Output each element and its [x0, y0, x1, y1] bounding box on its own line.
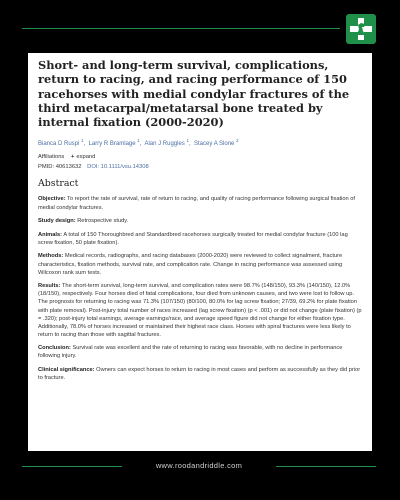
abstract-methods: Methods: Medical records, radiographs, and racing databases (2000-2020) were reviewed to collect signalment, fracture characteristics, fixation methods, survival rate, and complication rate. Change in racing performance was assessed using Wilcoxon rank sum tests. [38, 253, 343, 276]
author-link[interactable]: Stacey A Slone $^2$ [194, 138, 239, 148]
abstract-study-design: Study design: Retrospective study. [38, 218, 129, 225]
top-divider [22, 28, 340, 29]
horse-cross-logo-icon [346, 14, 376, 44]
identifiers-row [38, 163, 362, 171]
abstract-conclusion: Conclusion: Survival rate was excellent and the rate of returning to racing was favorable, with no decline in performance following injury. [38, 345, 343, 360]
expand-affiliations-button[interactable] [66, 154, 95, 160]
plus-icon: + [70, 154, 75, 161]
article-card [28, 53, 372, 451]
affiliations-row [38, 153, 362, 161]
author-link[interactable]: Bianca D Ruspi $^1$ [38, 138, 84, 148]
author-link[interactable]: Alan J Ruggles $^1$ [144, 138, 189, 148]
author-list: Bianca D Ruspi $^1$, Larry R Bramlage $^1$, Alan J Ruggles $^1$, Stacey A Slone $^2$ [38, 138, 239, 148]
abstract-results: Results: The short-term survival, long-term survival, and complication rates were 98.7% (148/150), 93.3% (140/150), 12.0% (18/150), respectively. Four horses died of fatal complications, four died from unknown causes, and two were lost to follow up. The prognosis for returning to racing was 71.3% (107/150) (80/100, 80.0% for lag screw fixation; 27/39, 69.2% for plate fixation with plate removal). Post-injury total number of races increased (lag screw fixation) (p < .001) or did not change (plate fixation) (p = .320); post-injury total earnings, average earnings/race, and average speed figure did not change for either fixation type. Additionally, 78.0% of horses increased or maintained their highest race class. Horses with spiral fractures were less likely to return to racing than those with sagittal fractures. [38, 283, 362, 338]
abstract-animals: Animals: A total of 150 Thoroughbred and Standardbred racehorses surgically treated for medial condylar fracture (100 lag screw fixation, 50 plate fixation). [38, 231, 348, 246]
affiliations-label: Affiliations [38, 154, 65, 161]
abstract-objective: Objective: To report the rate of survival, rate of return to racing, and quality of racing performance following surgical fixation of medial condylar fractures. [38, 196, 355, 211]
expand-label: expand [76, 154, 96, 161]
footer-divider-right [276, 466, 376, 467]
abstract-clinical-significance: Clinical significance: Owners can expect horses to return to racing in most cases and perform as successfully as they did prior to fracture. [38, 367, 361, 382]
pmid: PMID: 40613632 [38, 164, 82, 171]
footer-divider-left [22, 466, 122, 467]
article-title: Short- and long-term survival, complications, return to racing, and racing performance of 150 racehorses with medial condylar fractures of the third metacarpal/metatarsal bone treated by internal fixation (2000-2020) [38, 58, 350, 130]
footer-website-link[interactable]: www.roodandriddle.com [155, 461, 243, 470]
author-link[interactable]: Larry R Bramlage $^1$ [88, 138, 140, 148]
abstract-heading: Abstract [38, 178, 79, 190]
doi-link[interactable]: DOI: 10.1111/vsu.14308 [87, 164, 149, 171]
